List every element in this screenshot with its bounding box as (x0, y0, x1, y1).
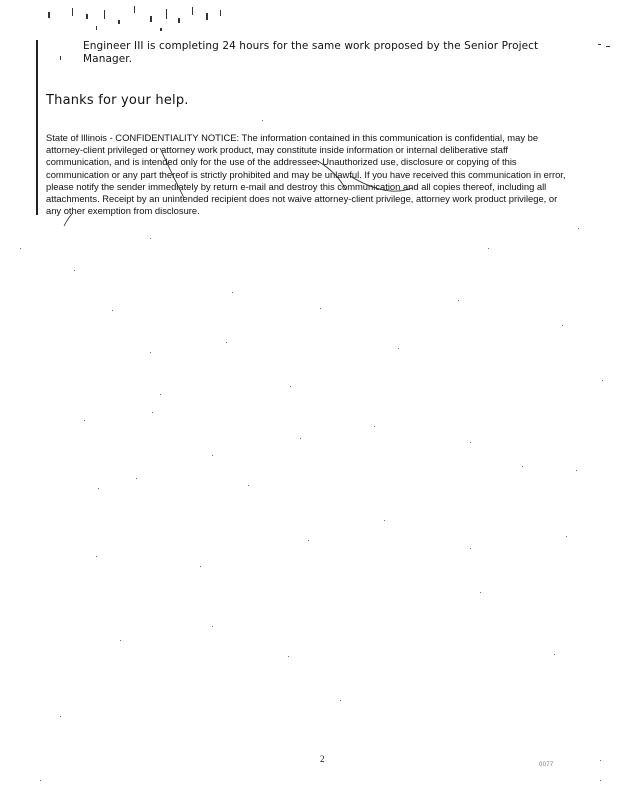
thanks-line: Thanks for your help. (46, 93, 189, 108)
bates-stamp: 0077 (539, 762, 554, 768)
confidentiality-notice: State of Illinois - CONFIDENTIALITY NOTICE: The information contained in this communication is confidential, may be attorney-client privileged or attorney work product, may constitute inside information or internal deliberative staff communication, and is intended only for the use of the addressee. Unauthorized use, disclosure or copying of this communication or any part thereof is strictly prohibited and may be unlawful. If you have received this communication in error, please notify the sender immediately by return e-mail and destroy this communication and all copies thereof, including all attachments. Receipt by an unintended recipient does not waive attorney-client privilege, attorney work product privilege, or any other exemption from disclosure. (46, 132, 566, 217)
quoted-text: Engineer III is completing 24 hours for the same work proposed by the Senior Project Manager. (83, 40, 539, 65)
quote-bar (36, 40, 38, 215)
page-number: 2 (320, 754, 325, 764)
scan-dots (20, 120, 603, 781)
